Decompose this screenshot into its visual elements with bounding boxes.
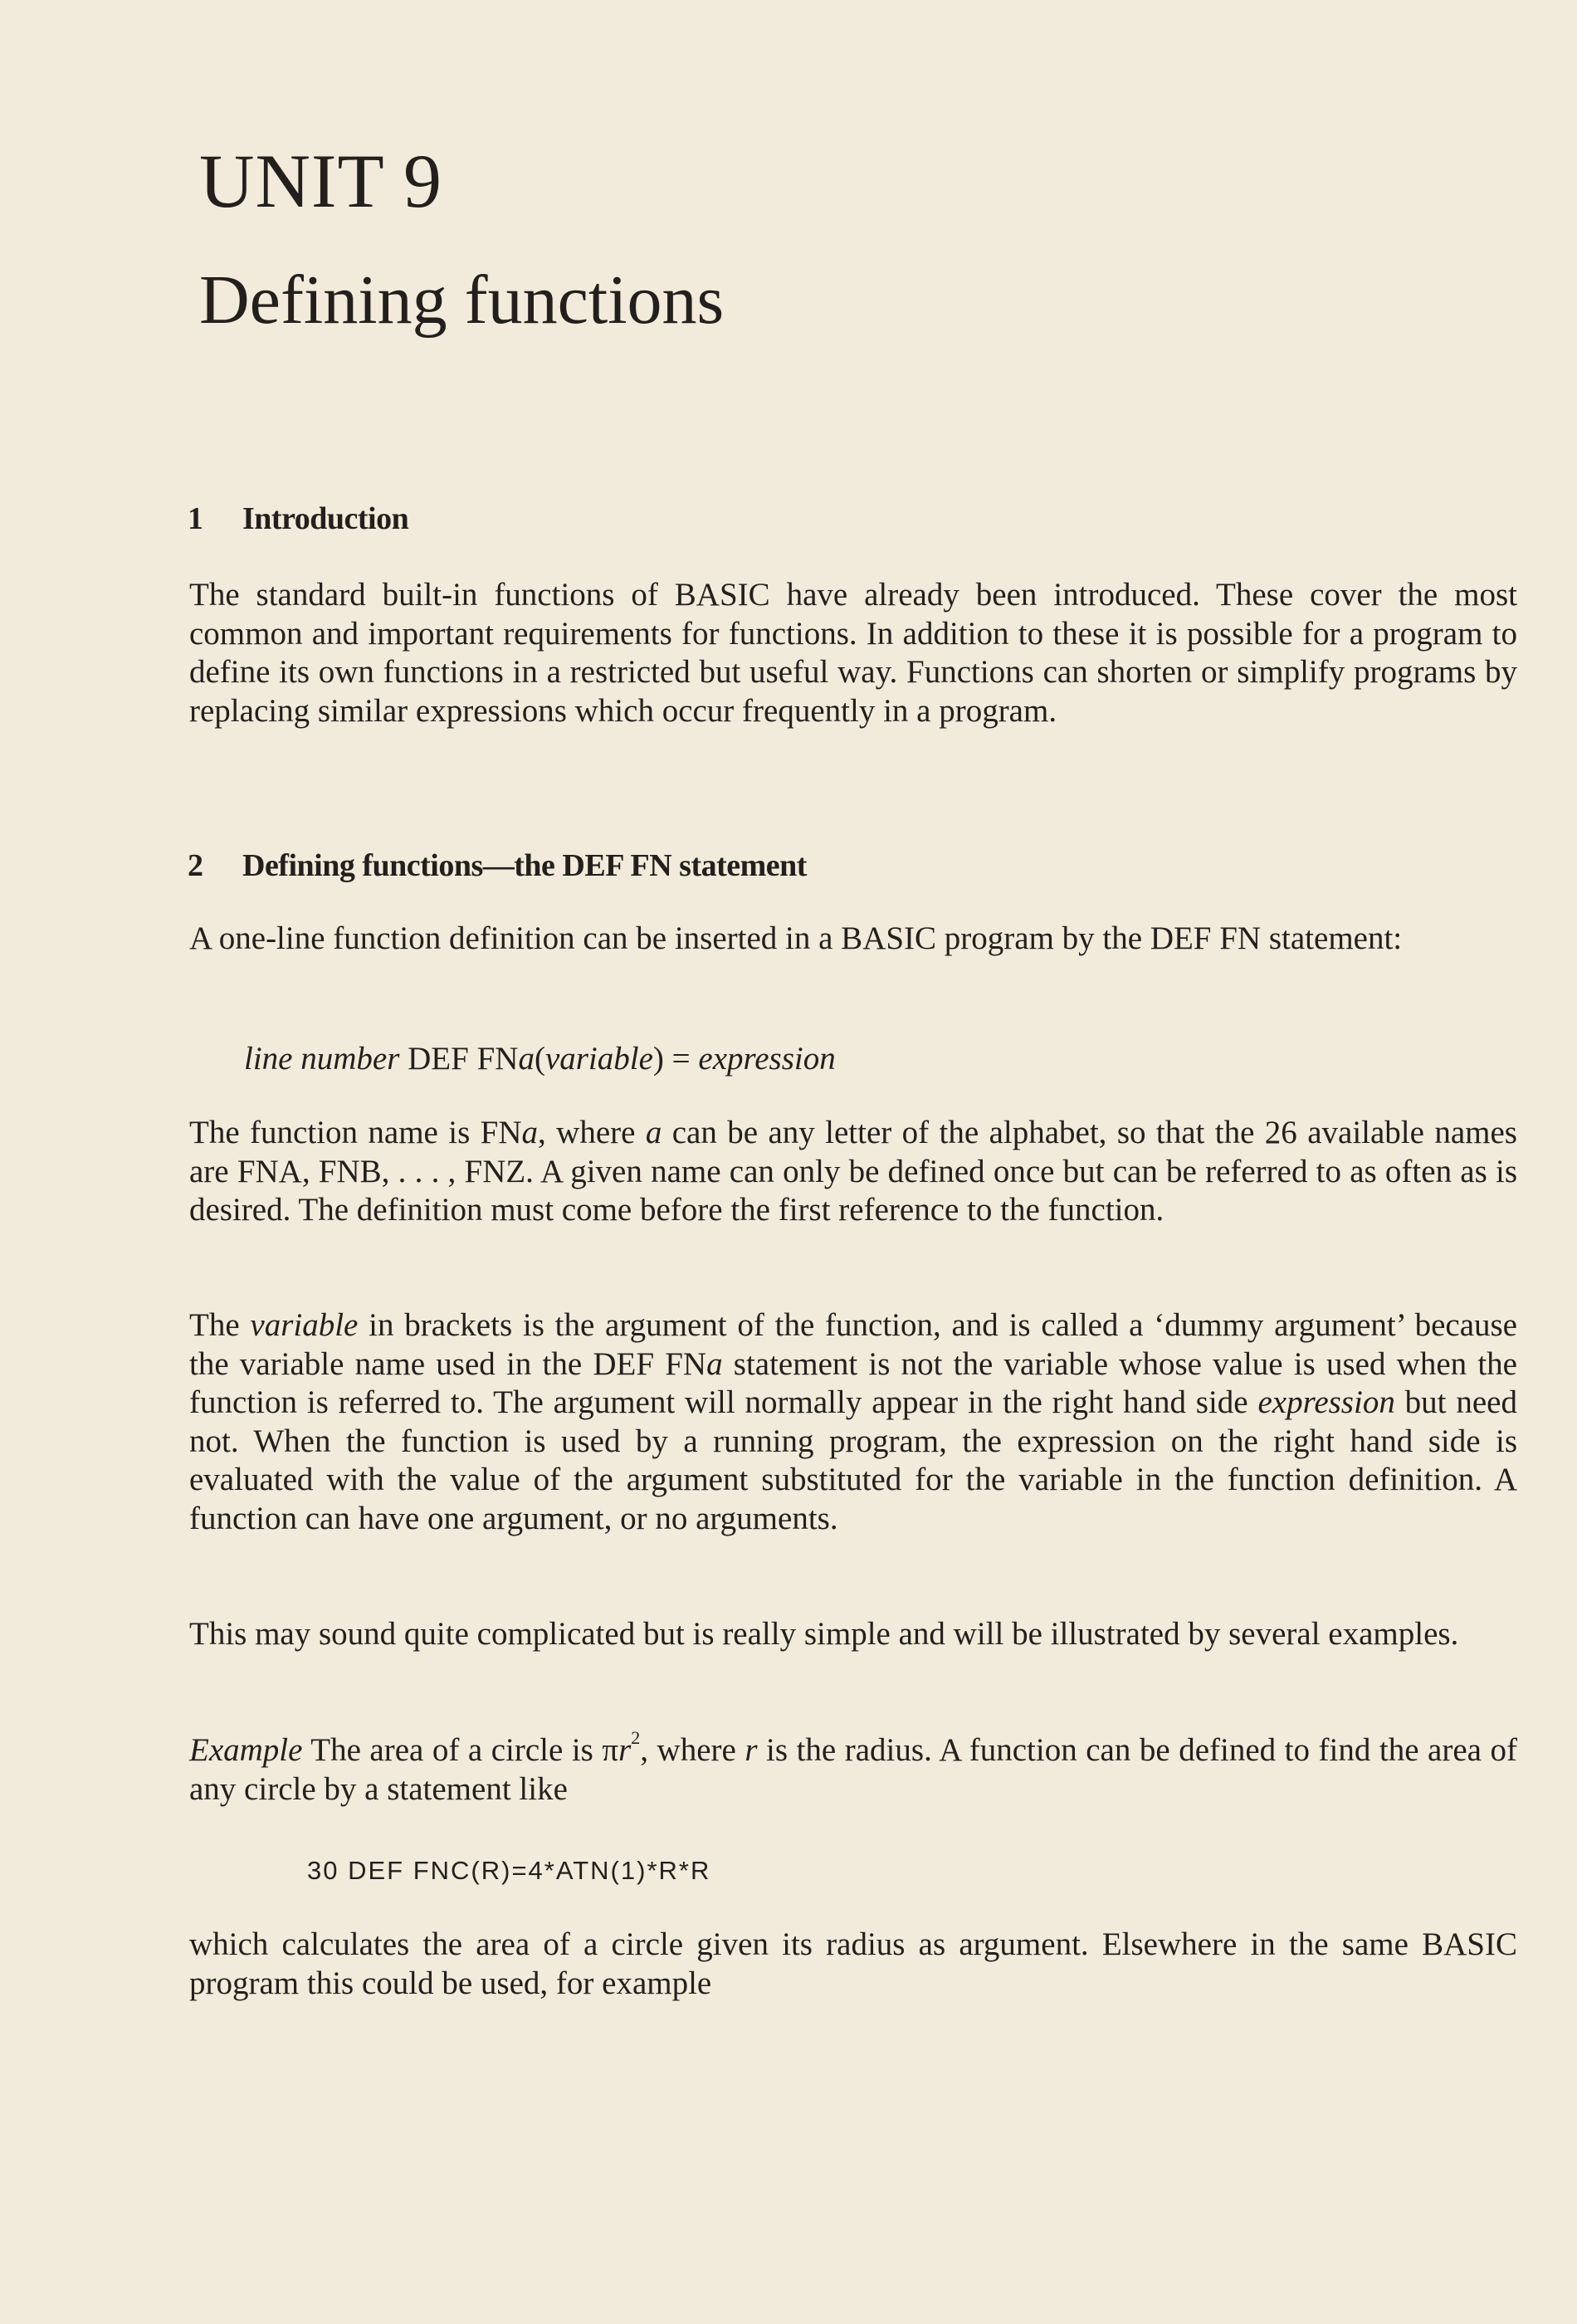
unit-subtitle: Defining functions [199, 261, 725, 339]
section-title: Introduction [242, 501, 409, 536]
intro-paragraph: The standard built-in functions of BASIC have already been introduced. These cover the most common and important requirements for functions. In addition to these it is possible for a program to define its own functions in a restricted but useful way. Functions can shorten or simplify programs by replacing similar expressions which occur frequently in a program. [189, 577, 1517, 729]
section-title: Defining functions—the DEF FN statement [242, 848, 807, 883]
syntax-variable: variable [544, 1041, 653, 1077]
syntax-equals: ) = [652, 1041, 699, 1077]
dummy-argument-paragraph: The variable in brackets is the argument of the function, and is called a ‘dummy argument’ because the variable name used in the DEF FNa statement is not the variable whose value is used when the function is referred to. The argument will normally appear in the right hand side expression but need not. When the function is used by a running program, the expression on the right hand side is evaluated with the value of the argument substituted for the variable in the function definition. A function can have one argument, or no arguments. [189, 1307, 1517, 1536]
section-heading-introduction [188, 503, 408, 535]
syntax-keyword: DEF FN [399, 1041, 519, 1077]
syntax-line-number: line number [244, 1041, 400, 1077]
function-names-paragraph: The function name is FNa, where a can be any letter of the alphabet, so that the 26 available names are FNA, FNB, . . . , FNZ. A given name can only be defined once but can be referred to as often as is desired. The definition must come before the first reference to the function. [189, 1115, 1517, 1228]
code-example-line: 30 DEF FNC(R)=4*ATN(1)*R*R [307, 1856, 711, 1885]
def-fn-intro-paragraph: A one-line function definition can be inserted in a BASIC program by the DEF FN statement: [189, 920, 1403, 956]
example-paragraph: Example The area of a circle is $\pi r^2$, where r is the radius. A function can be defined to find the area of any circle by a statement like [189, 1727, 1517, 1807]
syntax-letter: a [518, 1041, 535, 1077]
unit-title: UNIT 9 [199, 139, 443, 223]
section-number: 1 [188, 501, 203, 536]
section-heading-def-fn [188, 850, 807, 881]
syntax-open-paren: ( [534, 1041, 545, 1077]
section-number: 2 [188, 848, 203, 883]
after-code-paragraph: which calculates the area of a circle given its radius as argument. Elsewhere in the same BASIC program this could be used, for example [189, 1926, 1517, 2001]
syntax-expression: expression [698, 1041, 836, 1077]
illustration-paragraph: This may sound quite complicated but is really simple and will be illustrated by several examples. [189, 1616, 1459, 1652]
example-label: Example [189, 1732, 303, 1768]
def-fn-syntax [244, 1042, 836, 1075]
